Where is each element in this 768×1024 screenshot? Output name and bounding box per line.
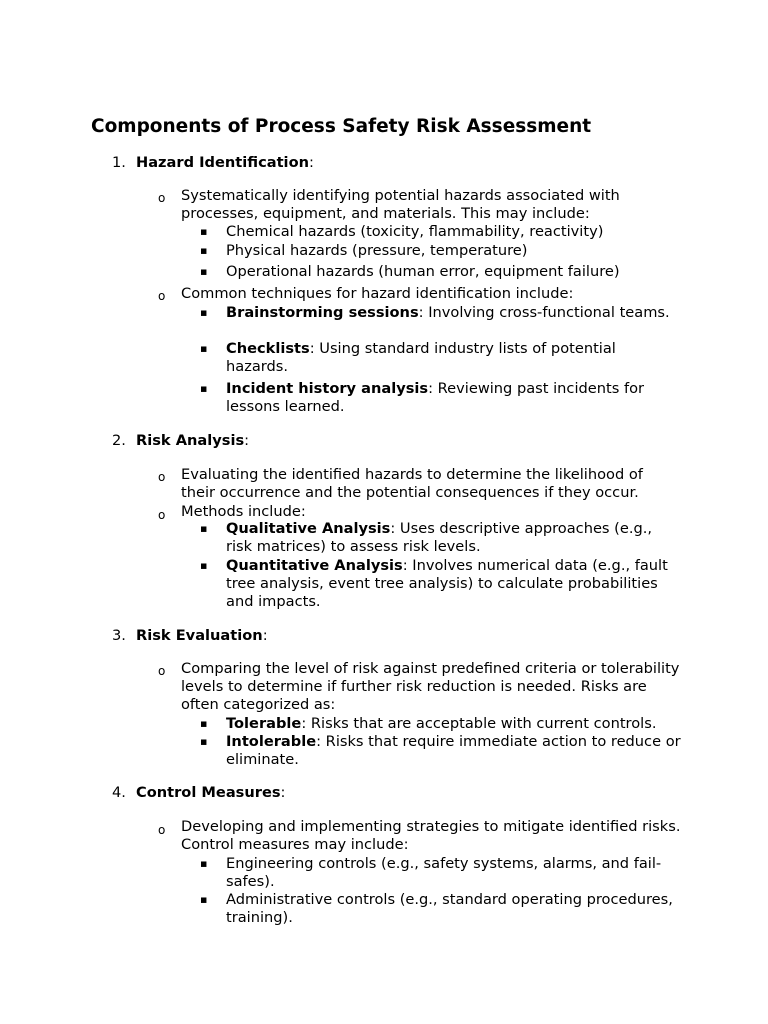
section-2-colon: : [244,432,250,449]
sub-bold-term: Quantitative Analysis [226,557,403,574]
section-1-item-2-sub-3 [226,380,681,416]
section-4-item-1-sub-1: Engineering controls (e.g., safety systems, alarms, and fail-safes). [226,855,662,891]
section-1-heading-text: Hazard Identification [136,154,309,171]
section-4-item-1-sub-2: Administrative controls (e.g., standard operating procedures, training). [226,891,673,927]
section-2-heading [136,432,249,450]
bullet-square-icon: ▪ [200,559,208,572]
section-2-item-2-sub-1 [226,520,681,556]
sub-text: : Using standard industry lists of potential hazards. [226,340,616,376]
sub-bold-term: Incident history analysis [226,380,429,397]
section-3-heading [136,627,268,645]
sub-text: : Risks that are acceptable with current controls. [301,715,657,732]
bullet-square-icon: ▪ [200,306,208,319]
sub-bold-term: Checklists [226,340,310,357]
section-2-item-2: Methods include: [181,503,306,520]
bullet-square-icon: ▪ [200,893,208,906]
bullet-square-icon: ▪ [200,522,208,535]
section-1-item-2-sub-1 [226,304,681,322]
section-1-item-1-sub-2: Physical hazards (pressure, temperature) [226,242,528,259]
section-2-item-1: Evaluating the identified hazards to determine the likelihood of their occurrence and the potential consequences if they occur. [181,466,643,502]
section-3-item-1-sub-1 [226,715,681,733]
section-2-number: 2. [112,432,126,449]
section-3-item-1-sub-2 [226,733,681,769]
bullet-circle-icon: o [158,823,166,837]
bullet-square-icon: ▪ [200,244,208,257]
section-4-item-1: Developing and implementing strategies to mitigate identified risks. Control measures may include: [181,818,681,854]
bullet-square-icon: ▪ [200,857,208,870]
sub-text: : Uses descriptive approaches (e.g., risk matrices) to assess risk levels. [226,520,653,556]
section-3-colon: : [262,627,268,644]
bullet-circle-icon: o [158,289,166,303]
section-1-item-1-sub-3: Operational hazards (human error, equipment failure) [226,263,620,280]
section-2-heading-text: Risk Analysis [136,432,245,449]
bullet-square-icon: ▪ [200,382,208,395]
section-3-item-1: Comparing the level of risk against predefined criteria or tolerability levels to determine if further risk reduction is needed. Risks are often categorized as: [181,660,680,714]
section-1-item-1: Systematically identifying potential hazards associated with processes, equipment, and materials. This may include: [181,187,620,223]
bullet-circle-icon: o [158,508,166,522]
section-4-colon: : [280,784,286,801]
bullet-square-icon: ▪ [200,225,208,238]
bullet-circle-icon: o [158,191,166,205]
bullet-square-icon: ▪ [200,735,208,748]
sub-bold-term: Intolerable [226,733,317,750]
bullet-circle-icon: o [158,470,166,484]
section-1-colon: : [308,154,314,171]
section-4-heading [136,784,285,802]
section-2-item-2-sub-2 [226,557,681,612]
sub-text: : Involving cross-functional teams. [418,304,670,321]
section-1-item-1-sub-1: Chemical hazards (toxicity, flammability, reactivity) [226,223,604,240]
document-title: Components of Process Safety Risk Assessment [91,116,592,137]
sub-text: : Involves numerical data (e.g., fault tree analysis, event tree analysis) to calculate probabilities and impacts. [226,557,668,611]
sub-bold-term: Brainstorming sessions [226,304,419,321]
sub-bold-term: Tolerable [226,715,302,732]
section-1-heading [136,154,314,172]
bullet-square-icon: ▪ [200,717,208,730]
bullet-circle-icon: o [158,664,166,678]
bullet-square-icon: ▪ [200,265,208,278]
section-1-item-2: Common techniques for hazard identification include: [181,285,574,302]
section-4-heading-text: Control Measures [136,784,281,801]
sub-text: : Risks that require immediate action to reduce or eliminate. [226,733,681,769]
section-1-number: 1. [112,154,126,171]
section-1-item-2-sub-2 [226,340,681,376]
sub-bold-term: Qualitative Analysis [226,520,391,537]
section-3-heading-text: Risk Evaluation [136,627,263,644]
section-4-number: 4. [112,784,126,801]
bullet-square-icon: ▪ [200,342,208,355]
section-3-number: 3. [112,627,126,644]
sub-text: : Reviewing past incidents for lessons learned. [226,380,645,416]
